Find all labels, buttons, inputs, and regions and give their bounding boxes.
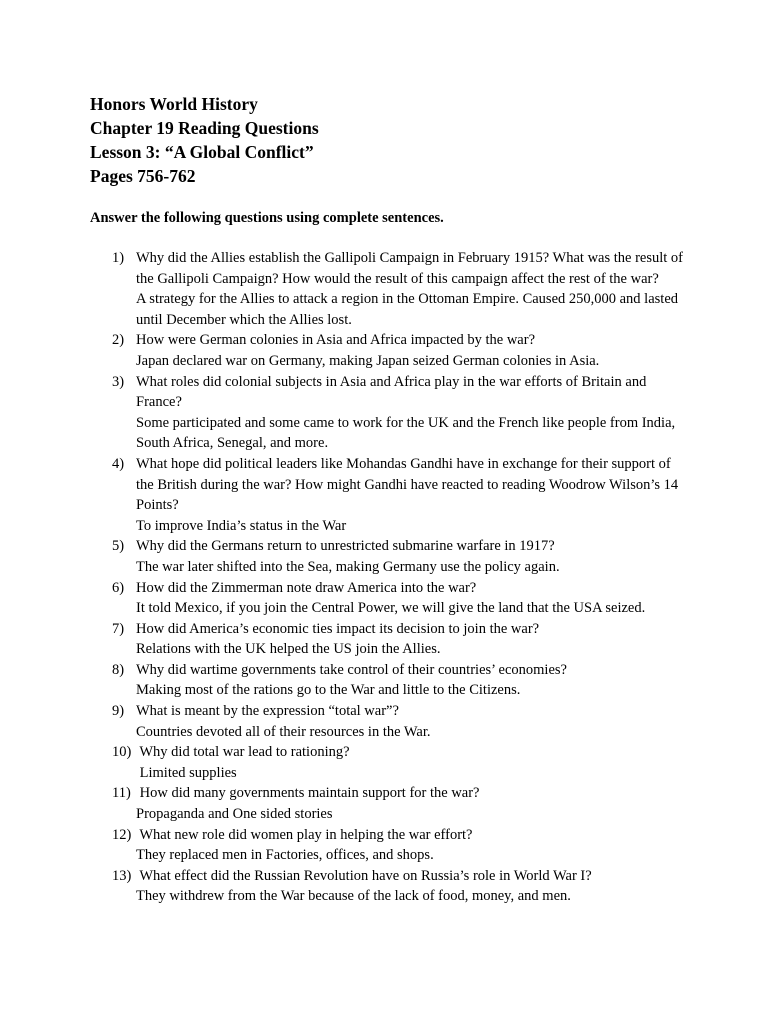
question-text: Why did the Germans return to unrestricted submarine warfare in 1917?	[136, 538, 555, 555]
question-item-13	[0, 866, 768, 907]
question-item-12	[0, 825, 768, 866]
question-item-2	[0, 330, 768, 371]
question-number: 4)	[112, 455, 125, 472]
answer-text: Making most of the rations go to the War and little to the Citizens.	[136, 682, 521, 699]
question-body	[136, 248, 684, 330]
question-number: 1)	[112, 250, 125, 266]
course-title: Honors World History	[90, 94, 258, 114]
lesson-title: Lesson 3: “A Global Conflict”	[90, 142, 314, 162]
question-item-7	[0, 619, 768, 660]
question-body	[136, 330, 684, 371]
question-number: 10)	[112, 744, 132, 761]
question-number: 7)	[112, 620, 125, 637]
question-item-11	[0, 783, 768, 824]
question-text: Why did wartime governments take control of their countries’ economies?	[136, 661, 567, 678]
question-number: 2)	[112, 332, 125, 349]
question-text: What is meant by the expression “total war”?	[136, 703, 399, 720]
chapter-title: Chapter 19 Reading Questions	[90, 118, 319, 138]
question-item-9	[0, 701, 768, 742]
question-item-8	[0, 660, 768, 701]
question-text: What new role did women play in helping the war effort?	[136, 826, 473, 843]
question-text: How were German colonies in Asia and Africa impacted by the war?	[136, 332, 536, 349]
question-item-3	[0, 372, 768, 454]
question-text: What roles did colonial subjects in Asia and Africa play in the war efforts of Britain and France?	[136, 373, 647, 411]
answer-text: Propaganda and One sided stories	[136, 806, 333, 823]
question-body	[136, 454, 684, 536]
question-body	[136, 742, 684, 783]
question-number: 13)	[112, 867, 132, 884]
question-item-6	[0, 578, 768, 619]
question-body	[136, 783, 684, 824]
question-text: What hope did political leaders like Mohandas Gandhi have in exchange for their support of the British during the war? How might Gandhi have reacted to reading Woodrow Wilson’s 14 Points?	[136, 455, 679, 514]
question-item-10	[0, 742, 768, 783]
question-text: Why did the Allies establish the Gallipoli Campaign in February 1915? What was the result of the Gallipoli Campaign? How would the result of this campaign affect the rest of the war?	[136, 250, 683, 287]
answer-text: Japan declared war on Germany, making Japan seized German colonies in Asia.	[136, 352, 600, 369]
question-text: What effect did the Russian Revolution have on Russia’s role in World War I?	[136, 867, 592, 884]
question-text: Why did total war lead to rationing?	[136, 744, 350, 761]
question-text: How did America’s economic ties impact its decision to join the war?	[136, 620, 540, 637]
answer-text: To improve India’s status in the War	[136, 517, 347, 534]
question-number: 5)	[112, 538, 125, 555]
question-number: 3)	[112, 373, 125, 390]
question-body	[136, 866, 684, 907]
document-header	[90, 92, 690, 188]
question-list	[0, 248, 768, 907]
answer-text: Relations with the UK helped the US join the Allies.	[136, 641, 441, 658]
question-body	[136, 536, 684, 577]
page-range: Pages 756-762	[90, 166, 196, 186]
answer-text: A strategy for the Allies to attack a region in the Ottoman Empire. Caused 250,000 and lasted until December which the Allies lost.	[136, 291, 679, 328]
question-text: How did the Zimmerman note draw America into the war?	[136, 579, 477, 596]
answer-text: They replaced men in Factories, offices, and shops.	[136, 847, 434, 864]
question-item-4	[0, 454, 768, 536]
question-body	[136, 619, 684, 660]
question-number: 11)	[112, 785, 131, 802]
answer-text: The war later shifted into the Sea, making Germany use the policy again.	[136, 558, 560, 575]
question-number: 9)	[112, 703, 125, 720]
answer-text: Limited supplies	[136, 764, 237, 781]
question-number: 12)	[112, 826, 132, 843]
answer-text: They withdrew from the War because of the lack of food, money, and men.	[136, 888, 571, 905]
answer-text: It told Mexico, if you join the Central Power, we will give the land that the USA seized.	[136, 600, 646, 617]
question-body	[136, 825, 684, 866]
question-item-1	[0, 248, 768, 330]
question-item-5	[0, 536, 768, 577]
question-body	[136, 701, 684, 742]
question-number: 6)	[112, 579, 125, 596]
question-body	[136, 578, 684, 619]
question-body	[136, 660, 684, 701]
answer-text: Some participated and some came to work for the UK and the French like people from India, South Africa, Senegal, and more.	[136, 414, 676, 452]
question-number: 8)	[112, 661, 125, 678]
answer-text: Countries devoted all of their resources in the War.	[136, 723, 431, 740]
question-text: How did many governments maintain support for the war?	[136, 785, 480, 802]
question-body	[136, 372, 684, 454]
instructions: Answer the following questions using complete sentences.	[90, 210, 444, 226]
